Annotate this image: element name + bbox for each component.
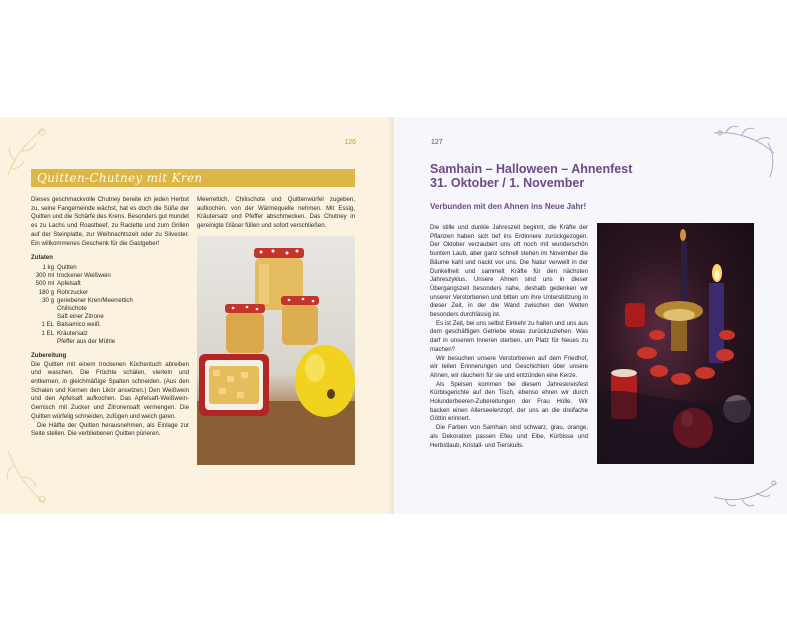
right-text-column	[197, 196, 355, 231]
preparation-heading: Zubereitung	[31, 351, 67, 359]
list-item: 180 g Rohrzucker	[38, 288, 89, 296]
chapter-title	[430, 162, 632, 190]
samhain-altar-photo	[597, 223, 754, 464]
body-paragraph: Die Farben von Samhain sind schwarz, grau, orange, als Dekoration passen Efeu und Eibe, Kürbisse und Herbstlaub, Kristall- und Tierskulls.	[430, 424, 588, 449]
ingredients-list	[31, 264, 133, 346]
chutney-jars-illustration	[197, 236, 355, 465]
list-item: Pfeffer aus der Mühle	[57, 337, 116, 345]
list-item: Saft einer Zitrone	[57, 313, 104, 321]
page-number: 126	[344, 139, 356, 146]
chutney-photo	[197, 236, 355, 465]
body-paragraph: Als Speisen kommen bei diesem Jahreskreisfest Kürbisgerichte auf den Tisch, ebenso ehren wir durch Holunderbeeren-Zubereitungen der Frau Holle. Wir backen einen Allerseelenzopf, der uns an die dreifache Göttin erinnert.	[430, 380, 588, 423]
chapter-subtitle: Verbunden mit den Ahnen ins Neue Jahr!	[430, 202, 587, 211]
title-line: Samhain – Halloween – Ahnenfest	[430, 162, 633, 176]
list-item: Chilischote	[57, 304, 87, 312]
page-number: 127	[431, 139, 443, 146]
list-item: 300 ml trockener Weißwein	[35, 272, 111, 280]
preparation-text: Die Hälfte der Quitten herausnehmen, als Einlage zur Seite stellen. Die verbliebenen Quitten pürieren.	[31, 421, 189, 438]
body-paragraph: Wir besuchen unsere Verstorbenen auf dem Friedhof, wir teilen Erinnerungen und Geschichten über unsere Ahnen, wir räuchern für sie und entzünden eine Kerze.	[430, 354, 588, 379]
book-spread	[0, 117, 787, 514]
left-text-column	[31, 196, 189, 439]
floral-ornament-icon	[712, 123, 778, 181]
left-page	[0, 117, 394, 514]
floral-ornament-icon	[712, 473, 778, 509]
body-paragraph: Es ist Zeit, bei uns selbst Einkehr zu halten und uns aus dem geschäftigen Getriebe etwas zurückzuziehen. Was darf in unserem Inneren sterben, um Platz für Neues zu machen?	[430, 319, 588, 353]
ingredients-heading: Zutaten	[31, 254, 54, 262]
list-item: 500 ml Apfelsaft	[35, 280, 81, 288]
recipe-title-banner	[31, 169, 355, 187]
list-item: 1 EL Balsamico weiß	[41, 321, 100, 329]
title-line: 31. Oktober / 1. November	[430, 176, 585, 190]
right-page	[394, 117, 787, 514]
preparation-continued: Meerrettich, Chilischote und Quittenwürfel zugeben, aufkochen, von der Wärmequelle nehmen. Mit Essig, Kräutersalz und Pfeffer abschmecken. Das Chutney in gereinigte Gläser füllen und sofort verschließen.	[197, 196, 355, 230]
altar-candles-illustration	[597, 223, 754, 464]
recipe-title: Quitten-Chutney mit Kren	[37, 171, 203, 185]
list-item: 1 EL Kräutersalz	[41, 329, 88, 337]
right-text-column	[430, 224, 588, 450]
list-item: 1 kg Quitten	[42, 263, 77, 271]
recipe-intro: Dieses geschmackvolle Chutney bereite ich jeden Herbst zu, seine Fangemeinde wächst, hat es doch die Süße der Quitten und die Schärfe des Krens. Besonders gut mundet es zu Lachs und Roastbeef, zu Raclette und zum Grillen auf der Steinplatte, zur Weihnachtszeit oder zu Silvester. Ein willkommenes Geschenk für die Gastgeber!	[31, 196, 189, 247]
preparation-text: Die Quitten mit einem trockenen Küchentuch abreiben und waschen. Die Früchte schälen, vierteln und entkernen, in gleichmäßige Spalten schneiden. (Aus den Schalen und Kernen den Likör ansetzen.) Den Weißwein und den Apfelsaft aufkochen. Das Apfelsaft-Weißwein-Gemisch mit Zucker und Zitronensaft vermengen. Die Quitten würfelig schneiden, zufügen und weich garen.	[31, 360, 189, 420]
floral-ornament-icon	[4, 447, 52, 507]
list-item: 30 g geriebener Kren/Meerrettich	[42, 296, 133, 304]
body-paragraph: Die stille und dunkle Jahreszeit beginnt, die Kräfte der Pflanzen haben sich tief ins Erdinnere zurückgezogen. Der Oktober verzaubert uns oft noch mit wunderschön buntem Laub, aber ganz schnell stehen im November die Bäume kahl und nackt vor uns. Die Natur verweilt in der Dunkelheit und sammelt Kräfte für den nächsten Jahreszyklus. Unsere Ahnen sind uns in dieser Übergangszeit besonders nahe, deshalb gedenken wir unserer Verstorbenen und bitten um ihre Unterstützung in dieser Zeit, in der die Wand zwischen den Welten besonders durchlässig ist.	[430, 224, 588, 319]
